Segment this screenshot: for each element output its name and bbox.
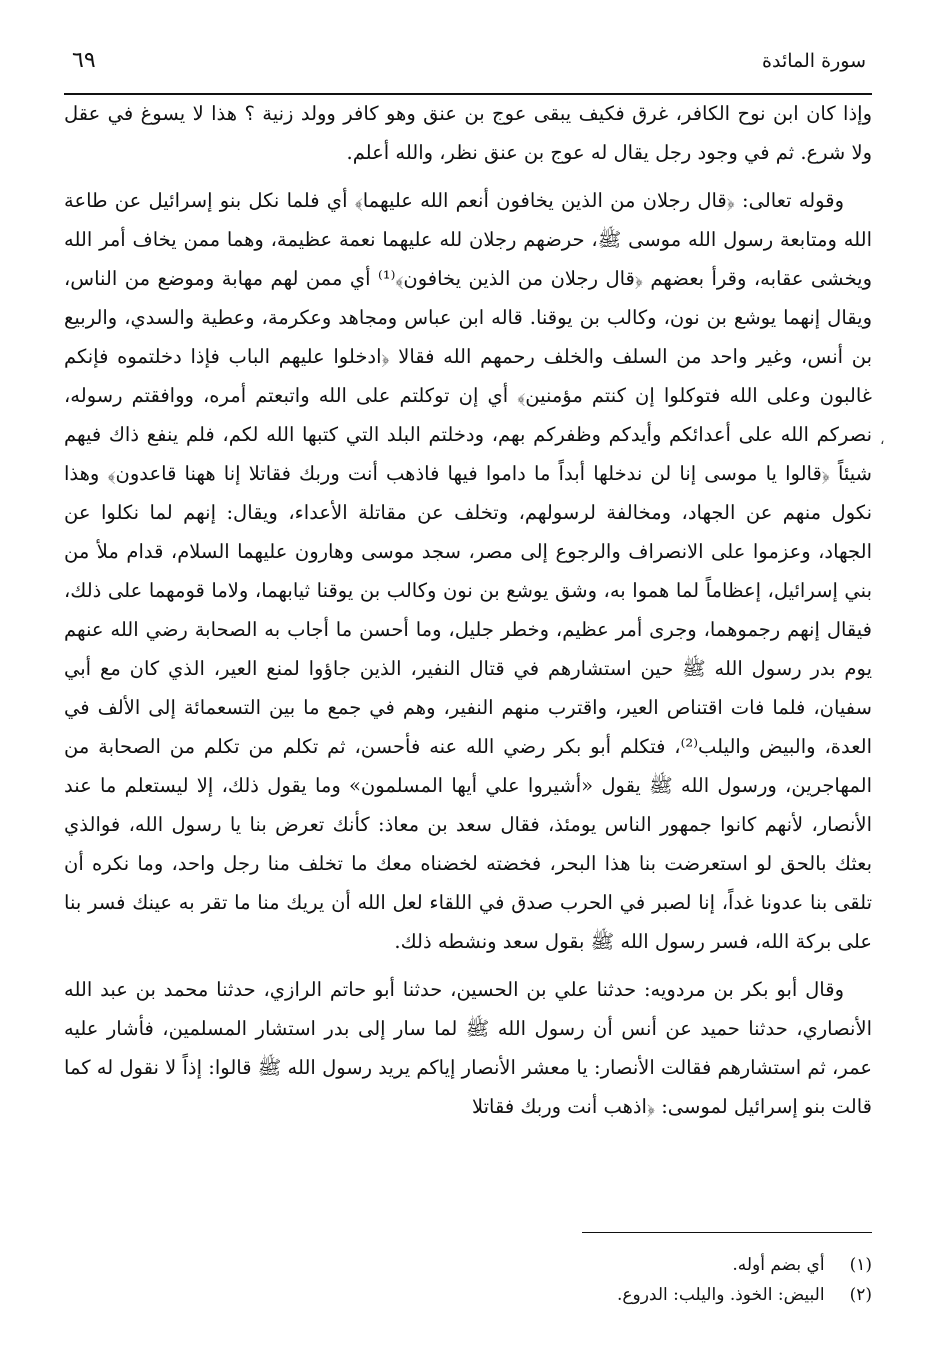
footnote-1 xyxy=(64,1250,872,1280)
footnote-text: البيض: الخوذ. واليلب: الدروع. xyxy=(616,1285,825,1305)
main-text xyxy=(64,94,872,1135)
footnotes xyxy=(64,1250,872,1310)
footnote-2 xyxy=(64,1280,872,1310)
running-title: سورة المائدة xyxy=(762,50,866,72)
footnote-number: (٢) xyxy=(849,1285,872,1305)
page-number: ٦٩ xyxy=(72,48,96,73)
footnote-text: أي بضم أوله. xyxy=(732,1255,825,1275)
footnote-rule xyxy=(582,1232,872,1233)
paragraph-1: وإذا كان ابن نوح الكافر، غرق فكيف يبقى عوج بن عنق وهو كافر وولد زنية ؟ هذا لا يسوغ في عقل ولا شرع. ثم في وجود رجل يقال له عوج بن عنق نظر، والله أعلم. xyxy=(64,102,872,164)
paragraph-3: وقال أبو بكر بن مردويه: حدثنا علي بن الحسين، حدثنا أبو حاتم الرازي، حدثنا محمد بن عبد الله الأنصاري، حدثنا حميد عن أنس أن رسول الله ﷺ لما سار إلى بدر استشار المسلمين، فأشار عليه عمر، ثم استشارهم فقالت الأنصار: يا معشر الأنصار إياكم يريد رسول الله ﷺ قالوا: إذاً لا نقول له كما قالت بنو إسرائيل لموسى: ﴿اذهب أنت وربك فقاتلا xyxy=(64,978,872,1118)
footnote-number: (١) xyxy=(849,1255,872,1275)
page-header xyxy=(64,46,872,86)
margin-mark: ، xyxy=(880,432,885,448)
paragraph-2: وقوله تعالى: ﴿قال رجلان من الذين يخافون أنعم الله عليهما﴾ أي فلما نكل بنو إسرائيل عن طاعة الله ومتابعة رسول الله موسى ﷺ، حرضهم رجلان لله عليهما نعمة عظيمة، وهما ممن يخاف أمر الله ويخشى عقابه، وقرأ بعضهم ﴿قال رجلان من الذين يخافون﴾⁽¹⁾ أي ممن لهم مهابة وموضع من الناس، ويقال إنهما يوشع بن نون، وكالب بن يوقنا. قاله ابن عباس ومجاهد وعكرمة، وعطية والسدي، والربيع بن أنس، وغير واحد من السلف والخلف رحمهم الله فقالا ﴿ادخلوا عليهم الباب فإذا دخلتموه فإنكم غالبون وعلى الله فتوكلوا إن كنتم مؤمنين﴾ أي إن توكلتم على الله واتبعتم أمره، ووافقتم رسوله، نصركم الله على أعدائكم وأيدكم وظفركم بهم، ودخلتم البلد التي كتبها الله لكم، فلم ينفع ذاك فيهم شيئاً ﴿قالوا يا موسى إنا لن ندخلها أبداً ما داموا فيها فاذهب أنت وربك فقاتلا إنا ههنا قاعدون﴾ وهذا نكول منهم عن الجهاد، ومخالفة لرسولهم، وتخلف عن مقاتلة الأعداء، ويقال: إنهم لما نكلوا عن الجهاد، وعزموا على الانصراف والرجوع إلى مصر، سجد موسى وهارون عليهما السلام، قدام ملأ من بني إسرائيل، إعظاماً لما هموا به، وشق يوشع بن نون وكالب بن يوقنا ثيابهما، ولاما قومهما على ذلك، فيقال إنهم رجموهما، وجرى أمر عظيم، وخطر جليل، وما أحسن ما أجاب به الصحابة رضي الله عنهم يوم بدر رسول الله ﷺ حين استشارهم في قتال النفير، الذين جاؤوا لمنع العير، الذي كان مع أبي سفيان، فلما فات اقتناص العير، واقترب منهم النفير، وهم في جمع ما بين التسعمائة إلى الألف في العدة، والبيض واليلب⁽²⁾، فتكلم أبو بكر رضي الله عنه فأحسن، ثم تكلم من تكلم من الصحابة من المهاجرين، ورسول الله ﷺ يقول «أشيروا علي أيها المسلمون» وما يقول ذلك، إلا ليستعلم ما عند الأنصار، لأنهم كانوا جمهور الناس يومئذ، فقال سعد بن معاذ: كأنك تعرض بنا يا رسول الله، فوالذي بعثك بالحق لو استعرضت بنا هذا البحر، فخضته لخضناه معك ما تخلف منا رجل واحد، وما نكره أن تلقى بنا عدونا غداً، إنا لصبر في الحرب صدق في اللقاء لعل الله أن يريك منا ما تقر به عينك فسر بنا على بركة الله، فسر رسول الله ﷺ بقول سعد ونشطه ذلك. xyxy=(64,189,872,953)
